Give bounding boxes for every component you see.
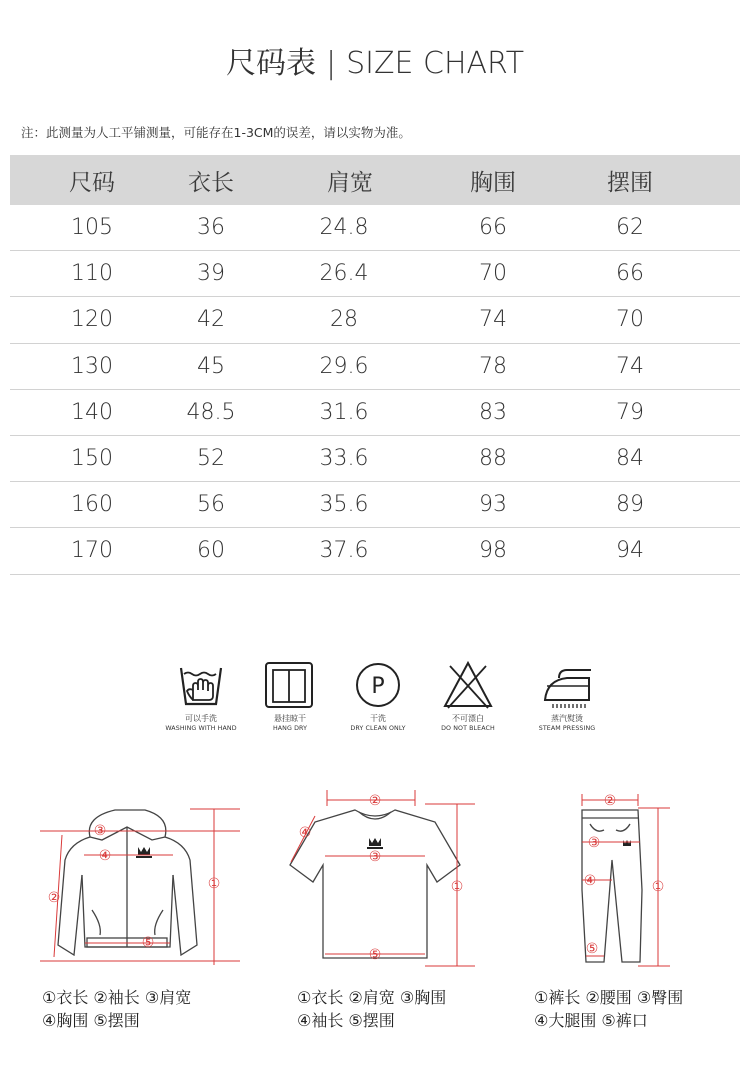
tshirt-measure-lines [291,790,475,966]
pants-legend-line2: ④大腿围 ⑤裤口 [534,1011,648,1030]
tshirt-diagram [285,790,495,975]
table-row [10,251,740,297]
cell-length: 56 [197,492,225,518]
care-item-hang-dry [245,660,335,733]
marker-3: ③ [587,835,601,851]
cell-chest: 83 [479,399,507,425]
jacket-diagram [30,795,250,975]
cell-shoulder: 33.6 [319,446,369,472]
cell-shoulder: 37.6 [319,538,369,564]
title-en: SIZE CHART [346,46,525,81]
cell-chest: 93 [479,492,507,518]
tshirt-logo [367,838,383,849]
marker-5: ⑤ [368,947,382,963]
cell-shoulder: 28 [330,307,358,333]
table-row [10,436,740,482]
cell-size: 130 [71,353,113,379]
page-title [0,38,750,82]
cell-shoulder: 24.8 [319,215,369,241]
svg-text:P: P [371,674,385,699]
tshirt-legend-line1: ①衣长 ②肩宽 ③胸围 [297,988,447,1007]
cell-size: 140 [71,399,113,425]
jacket-logo [136,847,152,858]
care-cn-label: 悬挂晾干 [274,714,306,723]
header-hem: 摆围 [607,169,653,196]
header-chest: 胸围 [470,169,516,196]
cell-length: 39 [197,261,225,287]
no-bleach-icon [438,660,498,710]
cell-length: 60 [197,538,225,564]
title-separator: | [325,46,337,81]
cell-chest: 88 [479,446,507,472]
care-item-dry-clean [333,660,423,733]
jacket-legend-line2: ④胸围 ⑤摆围 [42,1011,140,1030]
steam-iron-icon [537,660,597,710]
table-header [10,155,740,205]
cell-length: 42 [197,307,225,333]
cell-size: 170 [71,538,113,564]
measurement-note: 注：此测量为人工平铺测量，可能存在1-3CM的误差，请以实物为准。 [21,125,411,140]
header-size: 尺码 [69,169,115,196]
cell-length: 36 [197,215,225,241]
cell-hem: 66 [616,261,644,287]
cell-shoulder: 31.6 [319,399,369,425]
cell-shoulder: 35.6 [319,492,369,518]
cell-shoulder: 26.4 [319,261,369,287]
cell-size: 110 [71,261,113,287]
tshirt-outline [290,810,460,958]
care-en-label: STEAM PRESSING [538,725,596,732]
care-item-steam-iron [522,660,612,733]
cell-size: 120 [71,307,113,333]
care-en-label: HANG DRY [272,725,308,732]
care-cn-label: 不可漂白 [452,714,484,723]
marker-3: ③ [368,849,382,865]
marker-1: ① [207,876,221,892]
marker-4: ④ [98,848,112,864]
cell-chest: 70 [479,261,507,287]
cell-hem: 89 [616,492,644,518]
cell-hem: 70 [616,307,644,333]
cell-size: 160 [71,492,113,518]
tshirt-legend [297,986,446,1032]
jacket-legend-line1: ①衣长 ②袖长 ③肩宽 [42,988,192,1007]
pants-logo [623,840,631,846]
dry-clean-icon [348,660,408,710]
cell-hem: 84 [616,446,644,472]
care-en-label: DO NOT BLEACH [441,725,495,732]
cell-shoulder: 29.6 [319,353,369,379]
table-row [10,297,740,343]
cell-size: 105 [71,215,113,241]
title-cn: 尺码表 [225,46,316,81]
jacket-outline [58,810,197,955]
cell-length: 45 [197,353,225,379]
marker-3: ③ [93,823,107,839]
cell-hem: 79 [616,399,644,425]
cell-chest: 66 [479,215,507,241]
header-shoulder: 肩宽 [327,169,373,196]
care-cn-label: 干洗 [370,714,386,723]
marker-5: ⑤ [141,935,155,951]
cell-size: 150 [71,446,113,472]
pants-legend-line1: ①裤长 ②腰围 ③臀围 [534,988,684,1007]
cell-chest: 74 [479,307,507,333]
marker-1: ① [651,879,665,895]
marker-4: ④ [583,873,597,889]
marker-2: ② [47,890,61,906]
table-row [10,205,740,251]
care-cn-label: 蒸汽熨烫 [551,714,583,723]
care-item-hand-wash [156,660,246,733]
care-en-label: WASHING WITH HAND [165,725,237,732]
table-row [10,482,740,528]
pants-legend [534,986,683,1032]
marker-2: ② [603,793,617,809]
marker-2: ② [368,793,382,809]
care-cn-label: 可以手洗 [185,714,217,723]
cell-chest: 98 [479,538,507,564]
marker-4: ④ [298,825,312,841]
tshirt-legend-line2: ④袖长 ⑤摆围 [297,1011,395,1030]
table-body [10,205,740,575]
cell-chest: 78 [479,353,507,379]
table-row [10,528,740,574]
table-row [10,344,740,390]
cell-length: 48.5 [186,399,236,425]
jacket-legend [42,986,191,1032]
care-item-no-bleach [423,660,513,733]
pants-diagram [560,790,700,975]
hang-dry-icon [260,660,320,710]
hand-wash-icon [171,660,231,710]
table-row [10,390,740,436]
cell-length: 52 [197,446,225,472]
cell-hem: 74 [616,353,644,379]
cell-hem: 62 [616,215,644,241]
header-length: 衣长 [188,169,234,196]
marker-5: ⑤ [585,941,599,957]
care-en-label: DRY CLEAN ONLY [350,725,406,732]
size-table [10,155,740,575]
cell-hem: 94 [616,538,644,564]
marker-1: ① [450,879,464,895]
